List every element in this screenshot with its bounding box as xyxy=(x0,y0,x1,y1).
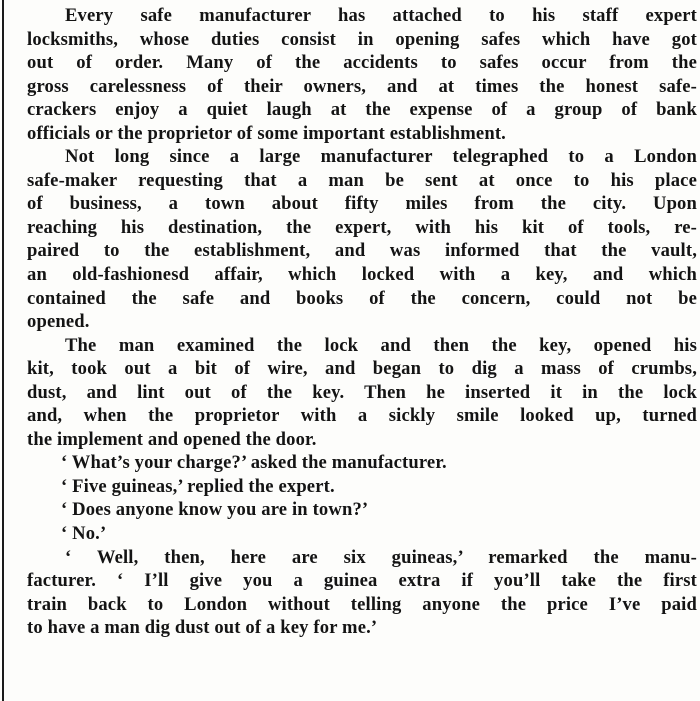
text-line: The man examined the lock and then the key, opened his xyxy=(65,334,697,356)
dialogue-line-1 xyxy=(27,451,697,475)
text-line: reaching his destination, the expert, with his kit of tools, re- xyxy=(27,216,697,238)
paragraph-3 xyxy=(27,334,697,452)
column-rule xyxy=(2,0,4,701)
text-line: officials or the proprietor of some important establishment. xyxy=(27,122,506,144)
paragraph-4 xyxy=(27,546,697,640)
text-line: ‘ Well, then, here are six guineas,’ remarked the manu- xyxy=(65,546,697,568)
text-line: crackers enjoy a quiet laugh at the expense of a group of bank xyxy=(27,99,697,121)
dialogue-line-3 xyxy=(27,498,697,522)
text-line: kit, took out a bit of wire, and began to dig a mass of crumbs, xyxy=(27,358,697,380)
text-line: gross carelessness of their owners, and at times the honest safe- xyxy=(27,75,697,97)
text-line: contained the safe and books of the concern, could not be xyxy=(27,287,697,309)
text-line: paired to the establishment, and was informed that the vault, xyxy=(27,240,697,262)
text-line: the implement and opened the door. xyxy=(27,428,317,450)
text-line: out of order. Many of the accidents to safes occur from the xyxy=(27,52,697,74)
text-line: facturer. ‘ I’ll give you a guinea extra if you’ll take the first xyxy=(27,570,697,592)
text-line: opened. xyxy=(27,311,90,333)
text-line: an old-fashionesd affair, which locked with a key, and which xyxy=(27,264,697,286)
text-line: safe-maker requesting that a man be sent at once to his place xyxy=(27,169,697,191)
article-body xyxy=(27,4,697,640)
text-line: dust, and lint out of the key. Then he inserted it in the lock xyxy=(27,381,697,403)
text-line: locksmiths, whose duties consist in opening safes which have got xyxy=(27,28,697,50)
text-line: train back to London without telling anyone the price I’ve paid xyxy=(27,593,697,615)
text-line: and, when the proprietor with a sickly smile looked up, turned xyxy=(27,405,697,427)
text-line: of business, a town about fifty miles from the city. Upon xyxy=(27,193,697,215)
dialogue-line-2 xyxy=(27,475,697,499)
text-line: ‘ Five guineas,’ replied the expert. xyxy=(61,475,335,497)
paragraph-1 xyxy=(27,4,697,145)
text-line: to have a man dig dust out of a key for me.’ xyxy=(27,617,378,639)
text-line: ‘ What’s your charge?’ asked the manufacturer. xyxy=(61,452,447,474)
text-line: ‘ Does anyone know you are in town?’ xyxy=(61,499,369,521)
text-line: Every safe manufacturer has attached to his staff expert xyxy=(65,5,697,26)
text-line: Not long since a large manufacturer telegraphed to a London xyxy=(65,146,697,168)
text-line: ‘ No.’ xyxy=(61,523,107,545)
dialogue-line-4 xyxy=(27,522,697,546)
paragraph-2 xyxy=(27,145,697,333)
